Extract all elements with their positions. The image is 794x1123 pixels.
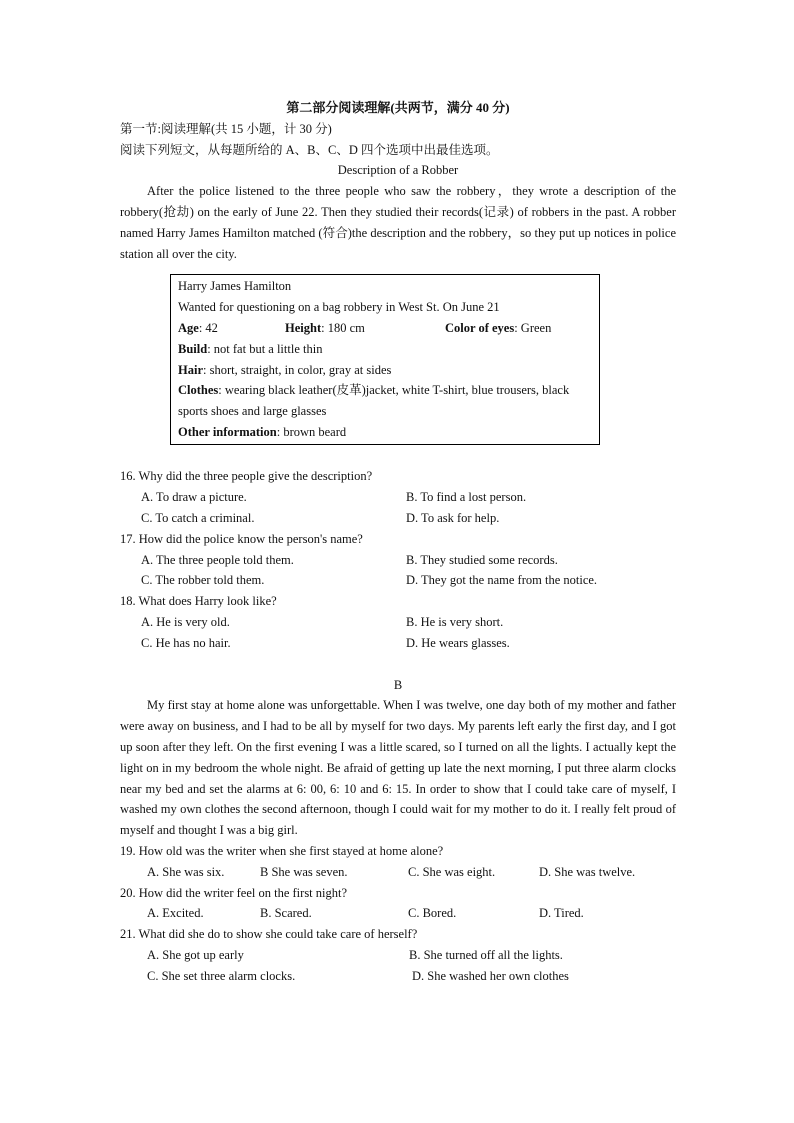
option-d[interactable]: D. Tired. [539,906,584,921]
passage-b-paragraph: My first stay at home alone was unforgettable. When I was twelve, one day both of my mother and father were away on business, and I had to be all by myself for two days. My parents left early the first day, and I got up soon after they left. On the first evening I was a little scared, so I turned on all the lights. I actually kept the light on in my bedroom the whole night. Be afraid of getting up late the next morning, I put three alarm clocks near my bed and set the alarms at 6: 00, 6: 10 and 6: 15. In order to show that I could take care of myself, I washed my own clothes the second afternoon, though I could wait for my mother to do it. I really felt proud of myself and thought I was a big girl. [120,698,676,838]
options-row [120,487,676,508]
instructions: 阅读下列短文，从每题所给的 A、B、C、D 四个选项中出最佳选项。 [120,142,499,157]
notice-other: Other information: brown beard [178,424,347,439]
notice-name: Harry James Hamilton [178,279,292,294]
notice-eyes: Color of eyes: Green [445,320,552,335]
option-c[interactable]: C. He has no hair. [141,635,231,650]
options-row [120,903,676,924]
options-row [120,550,676,571]
questions-b [120,841,676,987]
option-d[interactable]: D. They got the name from the notice. [406,573,598,588]
notice-wanted: Wanted for questioning on a bag robbery in West St. On June 21 [178,300,500,315]
options-row [120,945,676,966]
options-row [120,862,676,883]
options-row [120,966,676,987]
notice-stats-row [178,318,592,339]
options-row [120,633,676,654]
option-b[interactable]: B. She turned off all the lights. [409,947,563,962]
option-b[interactable]: B. Scared. [260,906,312,921]
option-c[interactable]: C. The robber told them. [141,573,265,588]
question-stem: 20. How did the writer feel on the first night? [120,885,348,900]
option-c[interactable]: C. She was eight. [408,864,496,879]
option-c[interactable]: C. Bored. [408,906,457,921]
option-b[interactable]: B. To find a lost person. [406,490,527,505]
passage-a-paragraph: After the police listened to the three people who saw the robbery，they wrote a description of the robbery(抢劫) on the early of June 22. Then they studied their records(记录) of robbers in the past. A robber named Harry James Hamilton matched (符合)the description and the robbery，so they put up notices in police station all over the city. [120,184,676,261]
question-stem: 19. How old was the writer when she first stayed at home alone? [120,843,444,858]
notice-hair: Hair: short, straight, in color, gray at sides [178,362,392,377]
wanted-notice [170,274,600,445]
question-stem: 18. What does Harry look like? [120,594,277,609]
option-d[interactable]: D. He wears glasses. [406,635,510,650]
option-a[interactable]: A. She got up early [147,947,244,962]
questions-a [120,466,676,653]
notice-height: Height: 180 cm [285,320,365,335]
notice-build: Build: not fat but a little thin [178,341,323,356]
options-row [120,570,676,591]
document-page [120,98,676,987]
option-b[interactable]: B. They studied some records. [406,552,558,567]
notice-clothes: Clothes: wearing black leather(皮革)jacket, white T-shirt, blue trousers, black sports shoes and large glasses [178,383,570,419]
question-stem: 16. Why did the three people give the description? [120,469,373,484]
part-heading: 第二部分阅读理解(共两节，满分 40 分) [286,100,510,115]
options-row [120,508,676,529]
option-a[interactable]: A. To draw a picture. [141,490,247,505]
section-heading: 第一节:阅读理解(共 15 小题，计 30 分) [120,121,332,136]
passage-b-label: B [393,677,403,692]
option-d[interactable]: D. She washed her own clothes [412,968,569,983]
option-b[interactable]: B She was seven. [260,864,348,879]
option-d[interactable]: D. To ask for help. [406,510,500,525]
notice-age: Age: 42 [178,320,218,335]
options-row [120,612,676,633]
question-stem: 21. What did she do to show she could take care of herself? [120,927,418,942]
option-c[interactable]: C. To catch a criminal. [141,510,255,525]
option-c[interactable]: C. She set three alarm clocks. [147,968,296,983]
option-a[interactable]: A. The three people told them. [141,552,294,567]
option-a[interactable]: A. Excited. [147,906,204,921]
option-a[interactable]: A. She was six. [147,864,225,879]
question-stem: 17. How did the police know the person's name? [120,531,363,546]
option-d[interactable]: D. She was twelve. [539,864,636,879]
passage-a-title: Description of a Robber [337,163,459,178]
option-a[interactable]: A. He is very old. [141,614,230,629]
option-b[interactable]: B. He is very short. [406,614,504,629]
